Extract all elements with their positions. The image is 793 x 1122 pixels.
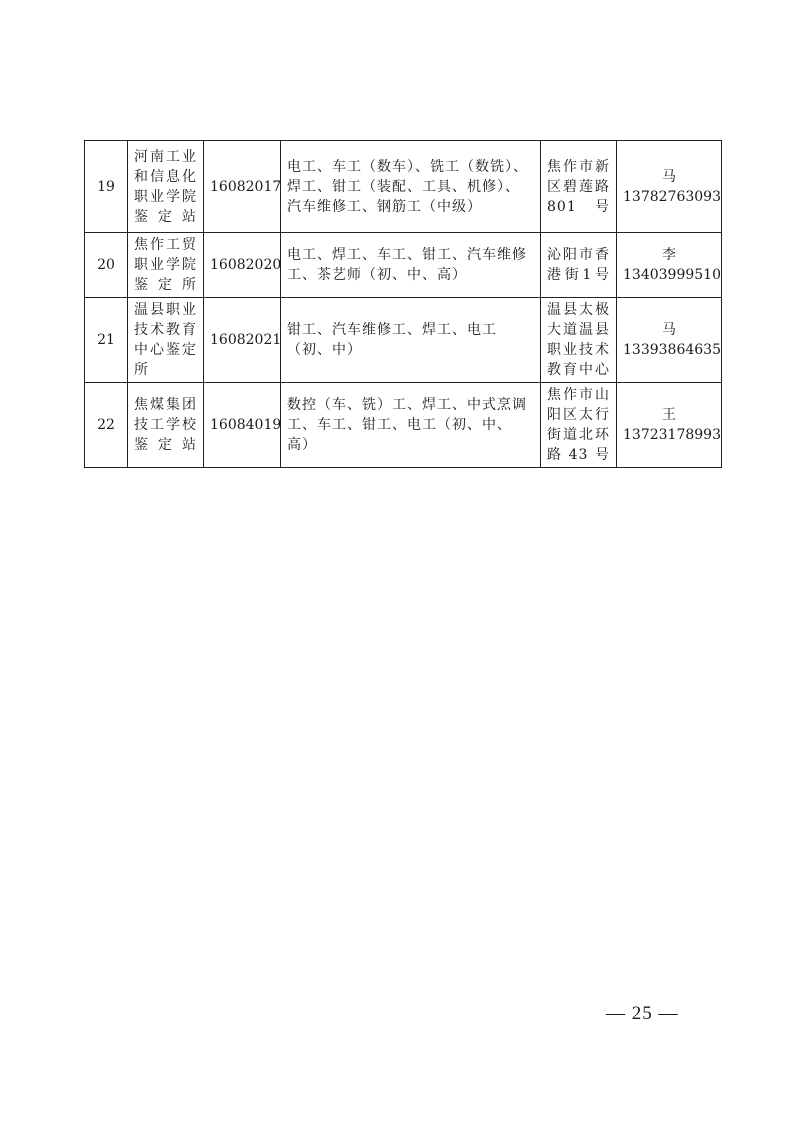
contact-surname: 王	[662, 407, 676, 423]
station-name: 温县职业技术教育中心鉴定所	[128, 298, 204, 383]
station-address: 焦作市新区碧莲路801号	[541, 141, 617, 233]
row-number: 21	[85, 298, 128, 383]
station-name: 焦煤集团技工学校鉴定站	[128, 383, 204, 468]
contact-cell	[617, 233, 722, 298]
appraisal-occupations: 数控（车、铣）工、焊工、中式烹调工、车工、钳工、电工（初、中、高）	[281, 383, 541, 468]
contact-phone: 13723178993	[623, 427, 721, 443]
contact-cell	[617, 141, 722, 233]
appraisal-station-table	[84, 140, 722, 468]
station-name: 焦作工贸职业学院鉴定所	[128, 233, 204, 298]
page-number: — 25 —	[606, 1003, 679, 1024]
table-row	[85, 383, 722, 468]
row-number: 20	[85, 233, 128, 298]
appraisal-occupations: 电工、焊工、车工、钳工、汽车维修工、茶艺师（初、中、高）	[281, 233, 541, 298]
table-row	[85, 298, 722, 383]
table-row	[85, 233, 722, 298]
appraisal-occupations: 钳工、汽车维修工、焊工、电工（初、中）	[281, 298, 541, 383]
station-name: 河南工业和信息化职业学院鉴定站	[128, 141, 204, 233]
contact-cell	[617, 383, 722, 468]
row-number: 22	[85, 383, 128, 468]
station-address: 沁阳市香港街1号	[541, 233, 617, 298]
table-row	[85, 141, 722, 233]
station-address: 焦作市山阳区太行街道北环路43号	[541, 383, 617, 468]
station-address: 温县太极大道温县职业技术教育中心	[541, 298, 617, 383]
contact-phone: 13782763093	[623, 188, 721, 205]
row-number: 19	[85, 141, 128, 233]
contact-surname: 马	[662, 168, 676, 185]
contact-surname: 李	[662, 247, 676, 263]
station-code: 16082017	[204, 141, 281, 233]
station-code: 16084019	[204, 383, 281, 468]
station-code: 16082021	[204, 298, 281, 383]
station-code: 16082020	[204, 233, 281, 298]
contact-phone: 13403999510	[623, 267, 721, 283]
contact-phone: 13393864635	[623, 342, 721, 358]
appraisal-occupations: 电工、车工（数车）、铣工（数铣）、焊工、钳工（装配、工具、机修）、汽车维修工、钢筋工（中级）	[281, 141, 541, 233]
contact-surname: 马	[662, 322, 676, 338]
contact-cell	[617, 298, 722, 383]
